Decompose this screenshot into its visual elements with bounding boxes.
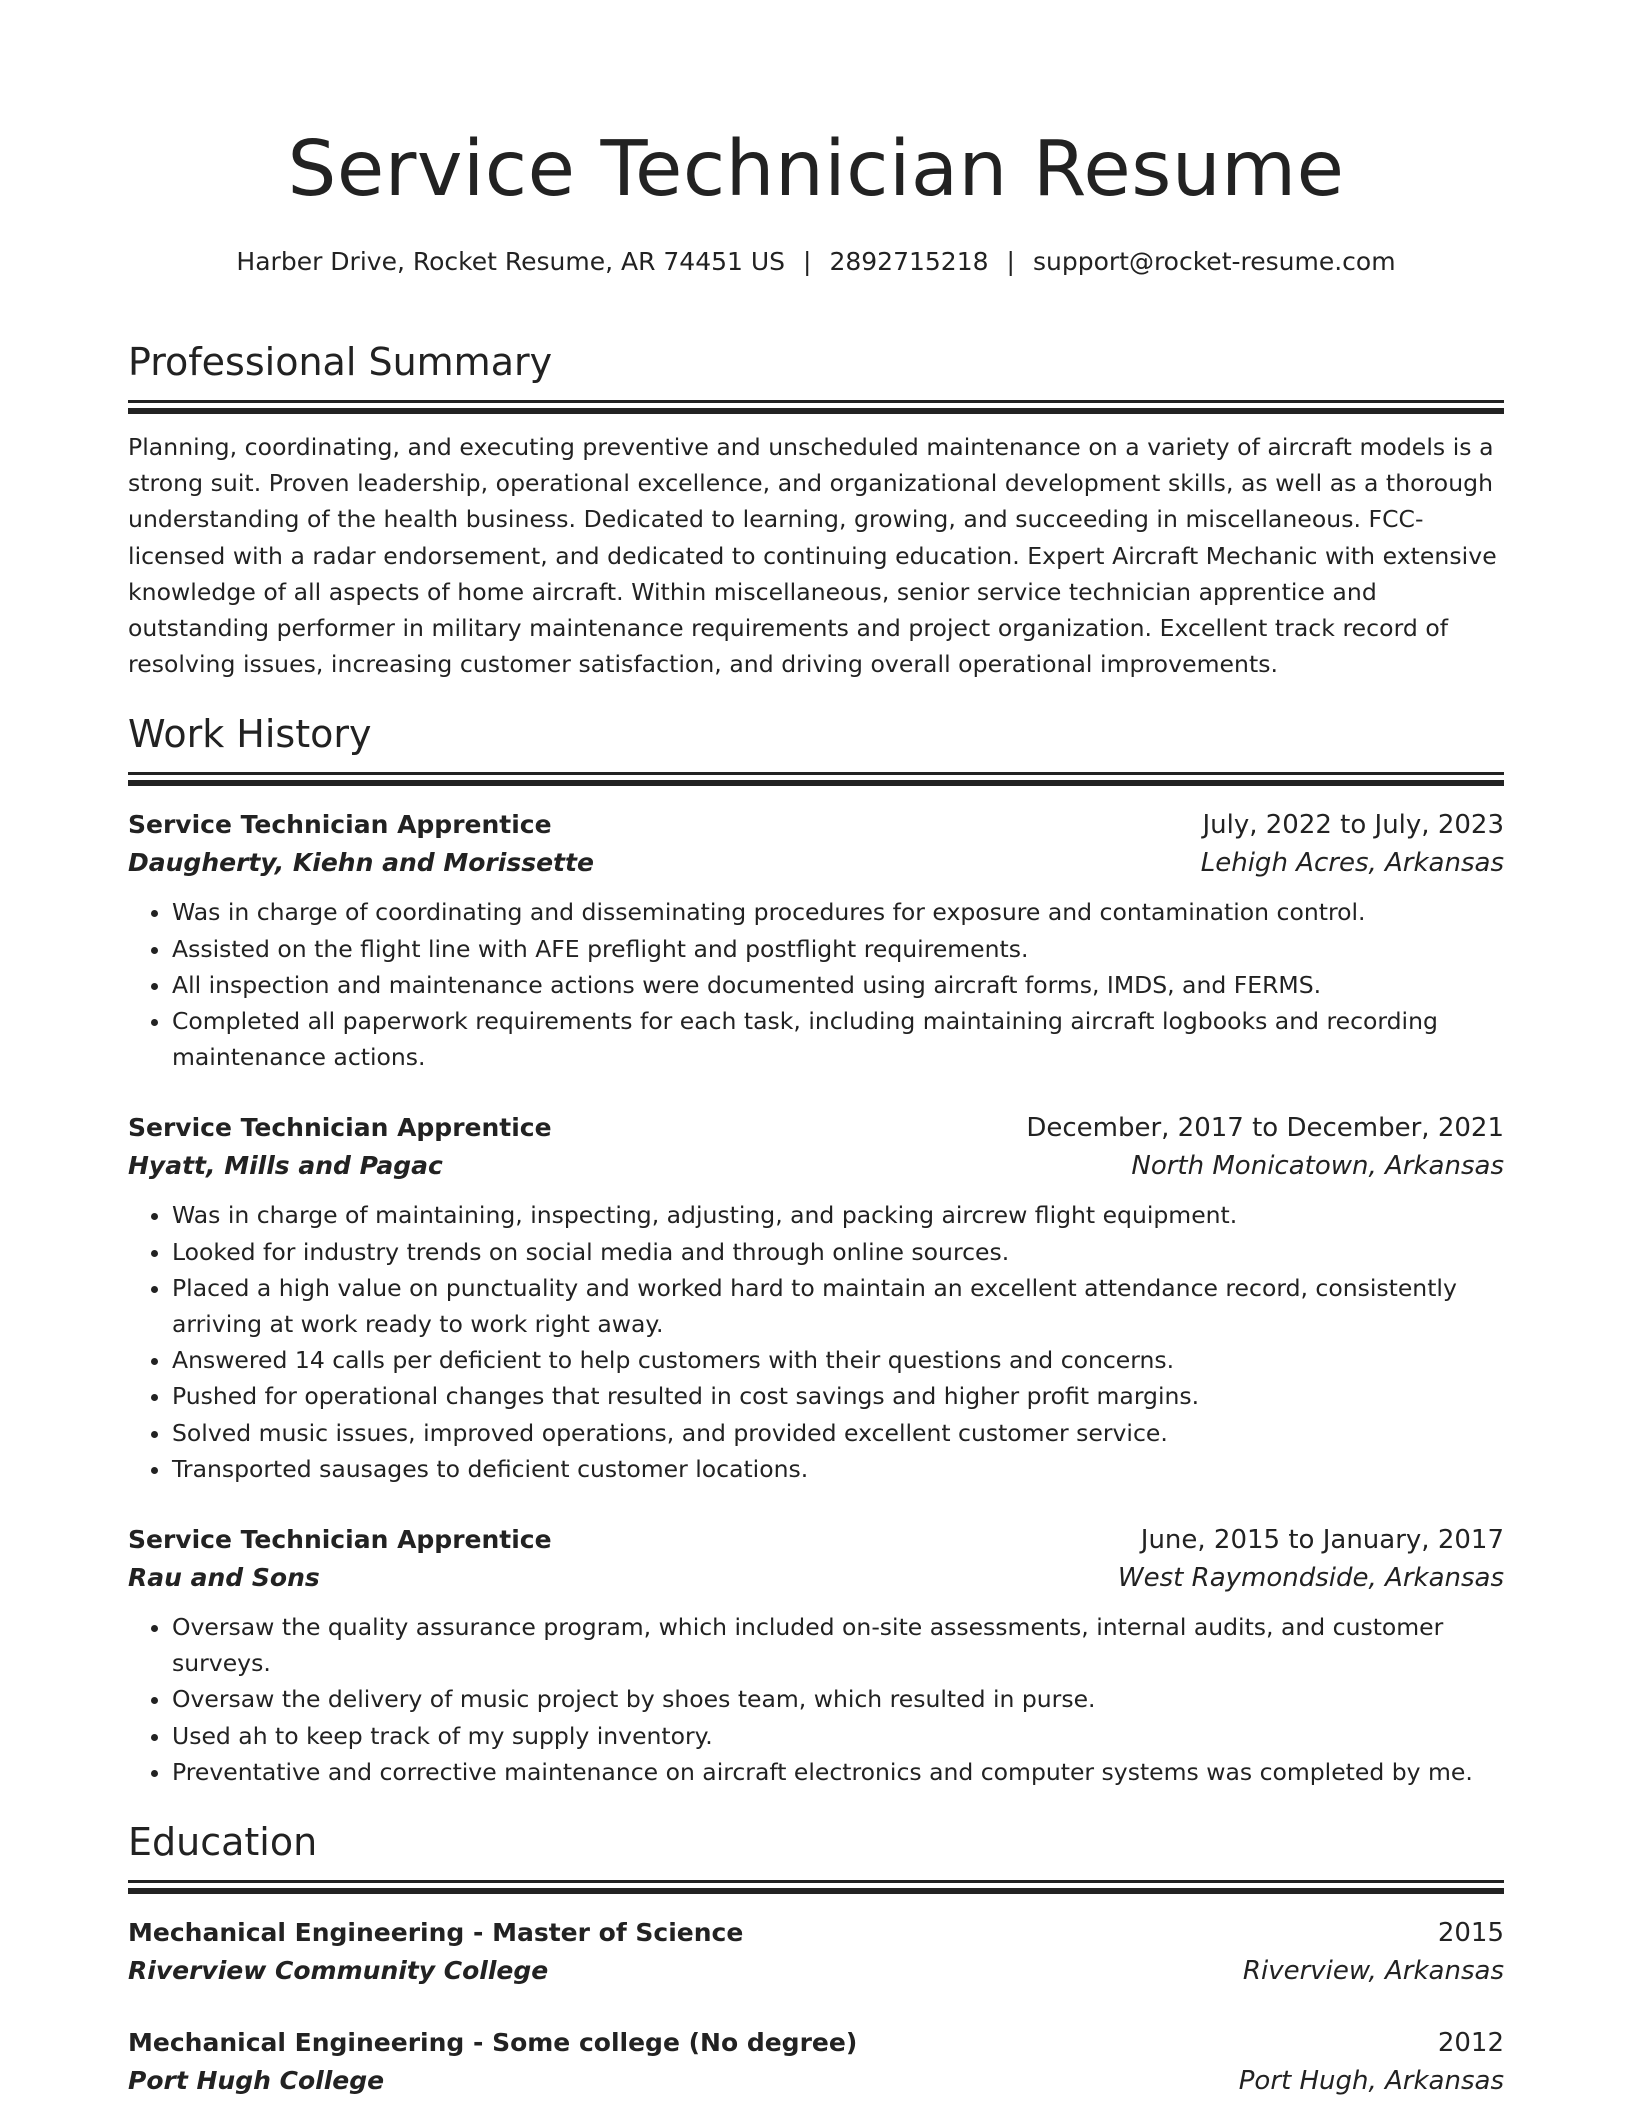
- job-subheader: [128, 1147, 1504, 1185]
- job-dates: July, 2022 to July, 2023: [1202, 810, 1504, 841]
- job-title: Service Technician Apprentice: [128, 1525, 552, 1555]
- contact-separator: |: [1006, 247, 1015, 276]
- job-header: [128, 806, 1504, 844]
- job-location: North Monicatown, Arkansas: [1131, 1151, 1504, 1182]
- job-header: [128, 1521, 1504, 1559]
- education-degree: Mechanical Engineering - Master of Science: [128, 1918, 744, 1948]
- summary-section: [128, 336, 1504, 682]
- contact-email: support@rocket-resume.com: [1032, 247, 1396, 276]
- education-subheader: [128, 1952, 1504, 1990]
- education-degree: Mechanical Engineering - Some college (No degree): [128, 2028, 858, 2058]
- job-bullet: • Pushed for operational changes that resulted in cost savings and higher profit margins.: [172, 1378, 1504, 1414]
- education-header: [128, 1914, 1504, 1952]
- job-bullet: • Preventative and corrective maintenance on aircraft electronics and computer systems was completed by me.: [172, 1754, 1504, 1790]
- job-bullets: [128, 894, 1504, 1075]
- job-bullets: [128, 1609, 1504, 1790]
- education-section: [128, 1816, 1504, 2100]
- job-bullets: [128, 1197, 1504, 1487]
- education-year: 2015: [1437, 1918, 1504, 1949]
- education-subheader: [128, 2062, 1504, 2100]
- job-dates: June, 2015 to January, 2017: [1140, 1525, 1504, 1556]
- job-location: West Raymondside, Arkansas: [1117, 1563, 1504, 1594]
- section-title-education: Education: [128, 1820, 318, 1865]
- job-location: Lehigh Acres, Arkansas: [1200, 848, 1504, 879]
- work-history-section: [128, 708, 1504, 1790]
- contact-phone: 2892715218: [829, 247, 989, 276]
- section-title-summary: Professional Summary: [128, 340, 553, 384]
- job-bullet: • Solved music issues, improved operations, and provided excellent customer service.: [172, 1415, 1504, 1451]
- resume-title: Service Technician Resume: [287, 125, 1345, 214]
- job-bullet: • Oversaw the delivery of music project by shoes team, which resulted in purse.: [172, 1681, 1504, 1717]
- job-title: Service Technician Apprentice: [128, 1113, 552, 1143]
- job-bullet: • Assisted on the flight line with AFE preflight and postflight requirements.: [172, 931, 1504, 967]
- education-location: Riverview, Arkansas: [1242, 1956, 1504, 1987]
- job-subheader: [128, 844, 1504, 882]
- job-company: Rau and Sons: [128, 1563, 320, 1593]
- section-divider: [128, 1888, 1504, 1894]
- job-company: Daugherty, Kiehn and Morissette: [128, 848, 594, 878]
- job-bullet: • All inspection and maintenance actions were documented using aircraft forms, IMDS, and FERMS.: [172, 967, 1504, 1003]
- contact-separator: |: [803, 247, 812, 276]
- job-bullet: • Was in charge of coordinating and disseminating procedures for exposure and contamination control.: [172, 894, 1504, 930]
- section-title-work-history: Work History: [128, 712, 372, 757]
- job-bullet: • Completed all paperwork requirements for each task, including maintaining aircraft logbooks and recording maintenance actions.: [172, 1003, 1504, 1075]
- education-entry: [128, 2024, 1504, 2100]
- education-school: Riverview Community College: [128, 1956, 549, 1986]
- section-divider: [128, 772, 1504, 775]
- section-divider: [128, 400, 1504, 403]
- job-bullet: • Answered 14 calls per deficient to help customers with their questions and concerns.: [172, 1342, 1504, 1378]
- education-entry: [128, 1914, 1504, 1990]
- job-header: [128, 1109, 1504, 1147]
- summary-text: Planning, coordinating, and executing preventive and unscheduled maintenance on a variety of aircraft models is a strong suit. Proven leadership, operational excellence, and organizational development skills, as well as a thorough understanding of the health business. Dedicated to learning, growing, and succeeding in miscellaneous. FCC-licensed with a radar endorsement, and dedicated to continuing education. Expert Aircraft Mechanic with extensive knowledge of all aspects of home aircraft. Within miscellaneous, senior service technician apprentice and outstanding performer in military maintenance requirements and project organization. Excellent track record of resolving issues, increasing customer satisfaction, and driving overall operational improvements.: [128, 433, 1497, 679]
- section-divider: [128, 408, 1504, 414]
- education-school: Port Hugh College: [128, 2066, 385, 2096]
- job-subheader: [128, 1559, 1504, 1597]
- job-bullet: • Transported sausages to deficient customer locations.: [172, 1451, 1504, 1487]
- education-header: [128, 2024, 1504, 2062]
- job-bullet: • Oversaw the quality assurance program, which included on-site assessments, internal audits, and customer surveys.: [172, 1609, 1504, 1681]
- job-title: Service Technician Apprentice: [128, 810, 552, 840]
- job-entry: [128, 1109, 1504, 1487]
- job-bullet: • Placed a high value on punctuality and worked hard to maintain an excellent attendance record, consistently arriving at work ready to work right away.: [172, 1270, 1504, 1342]
- job-dates: December, 2017 to December, 2021: [1026, 1113, 1504, 1144]
- contact-line: [128, 244, 1504, 280]
- education-year: 2012: [1437, 2028, 1504, 2059]
- contact-address: Harber Drive, Rocket Resume, AR 74451 US: [236, 247, 786, 276]
- job-company: Hyatt, Mills and Pagac: [128, 1151, 443, 1181]
- job-bullet: • Used ah to keep track of my supply inventory.: [172, 1718, 1504, 1754]
- section-divider: [128, 1880, 1504, 1883]
- job-bullet: • Was in charge of maintaining, inspecting, adjusting, and packing aircrew flight equipment.: [172, 1197, 1504, 1233]
- job-bullet: • Looked for industry trends on social media and through online sources.: [172, 1234, 1504, 1270]
- section-divider: [128, 780, 1504, 786]
- education-location: Port Hugh, Arkansas: [1238, 2066, 1504, 2097]
- job-entry: [128, 806, 1504, 1075]
- job-entry: [128, 1521, 1504, 1790]
